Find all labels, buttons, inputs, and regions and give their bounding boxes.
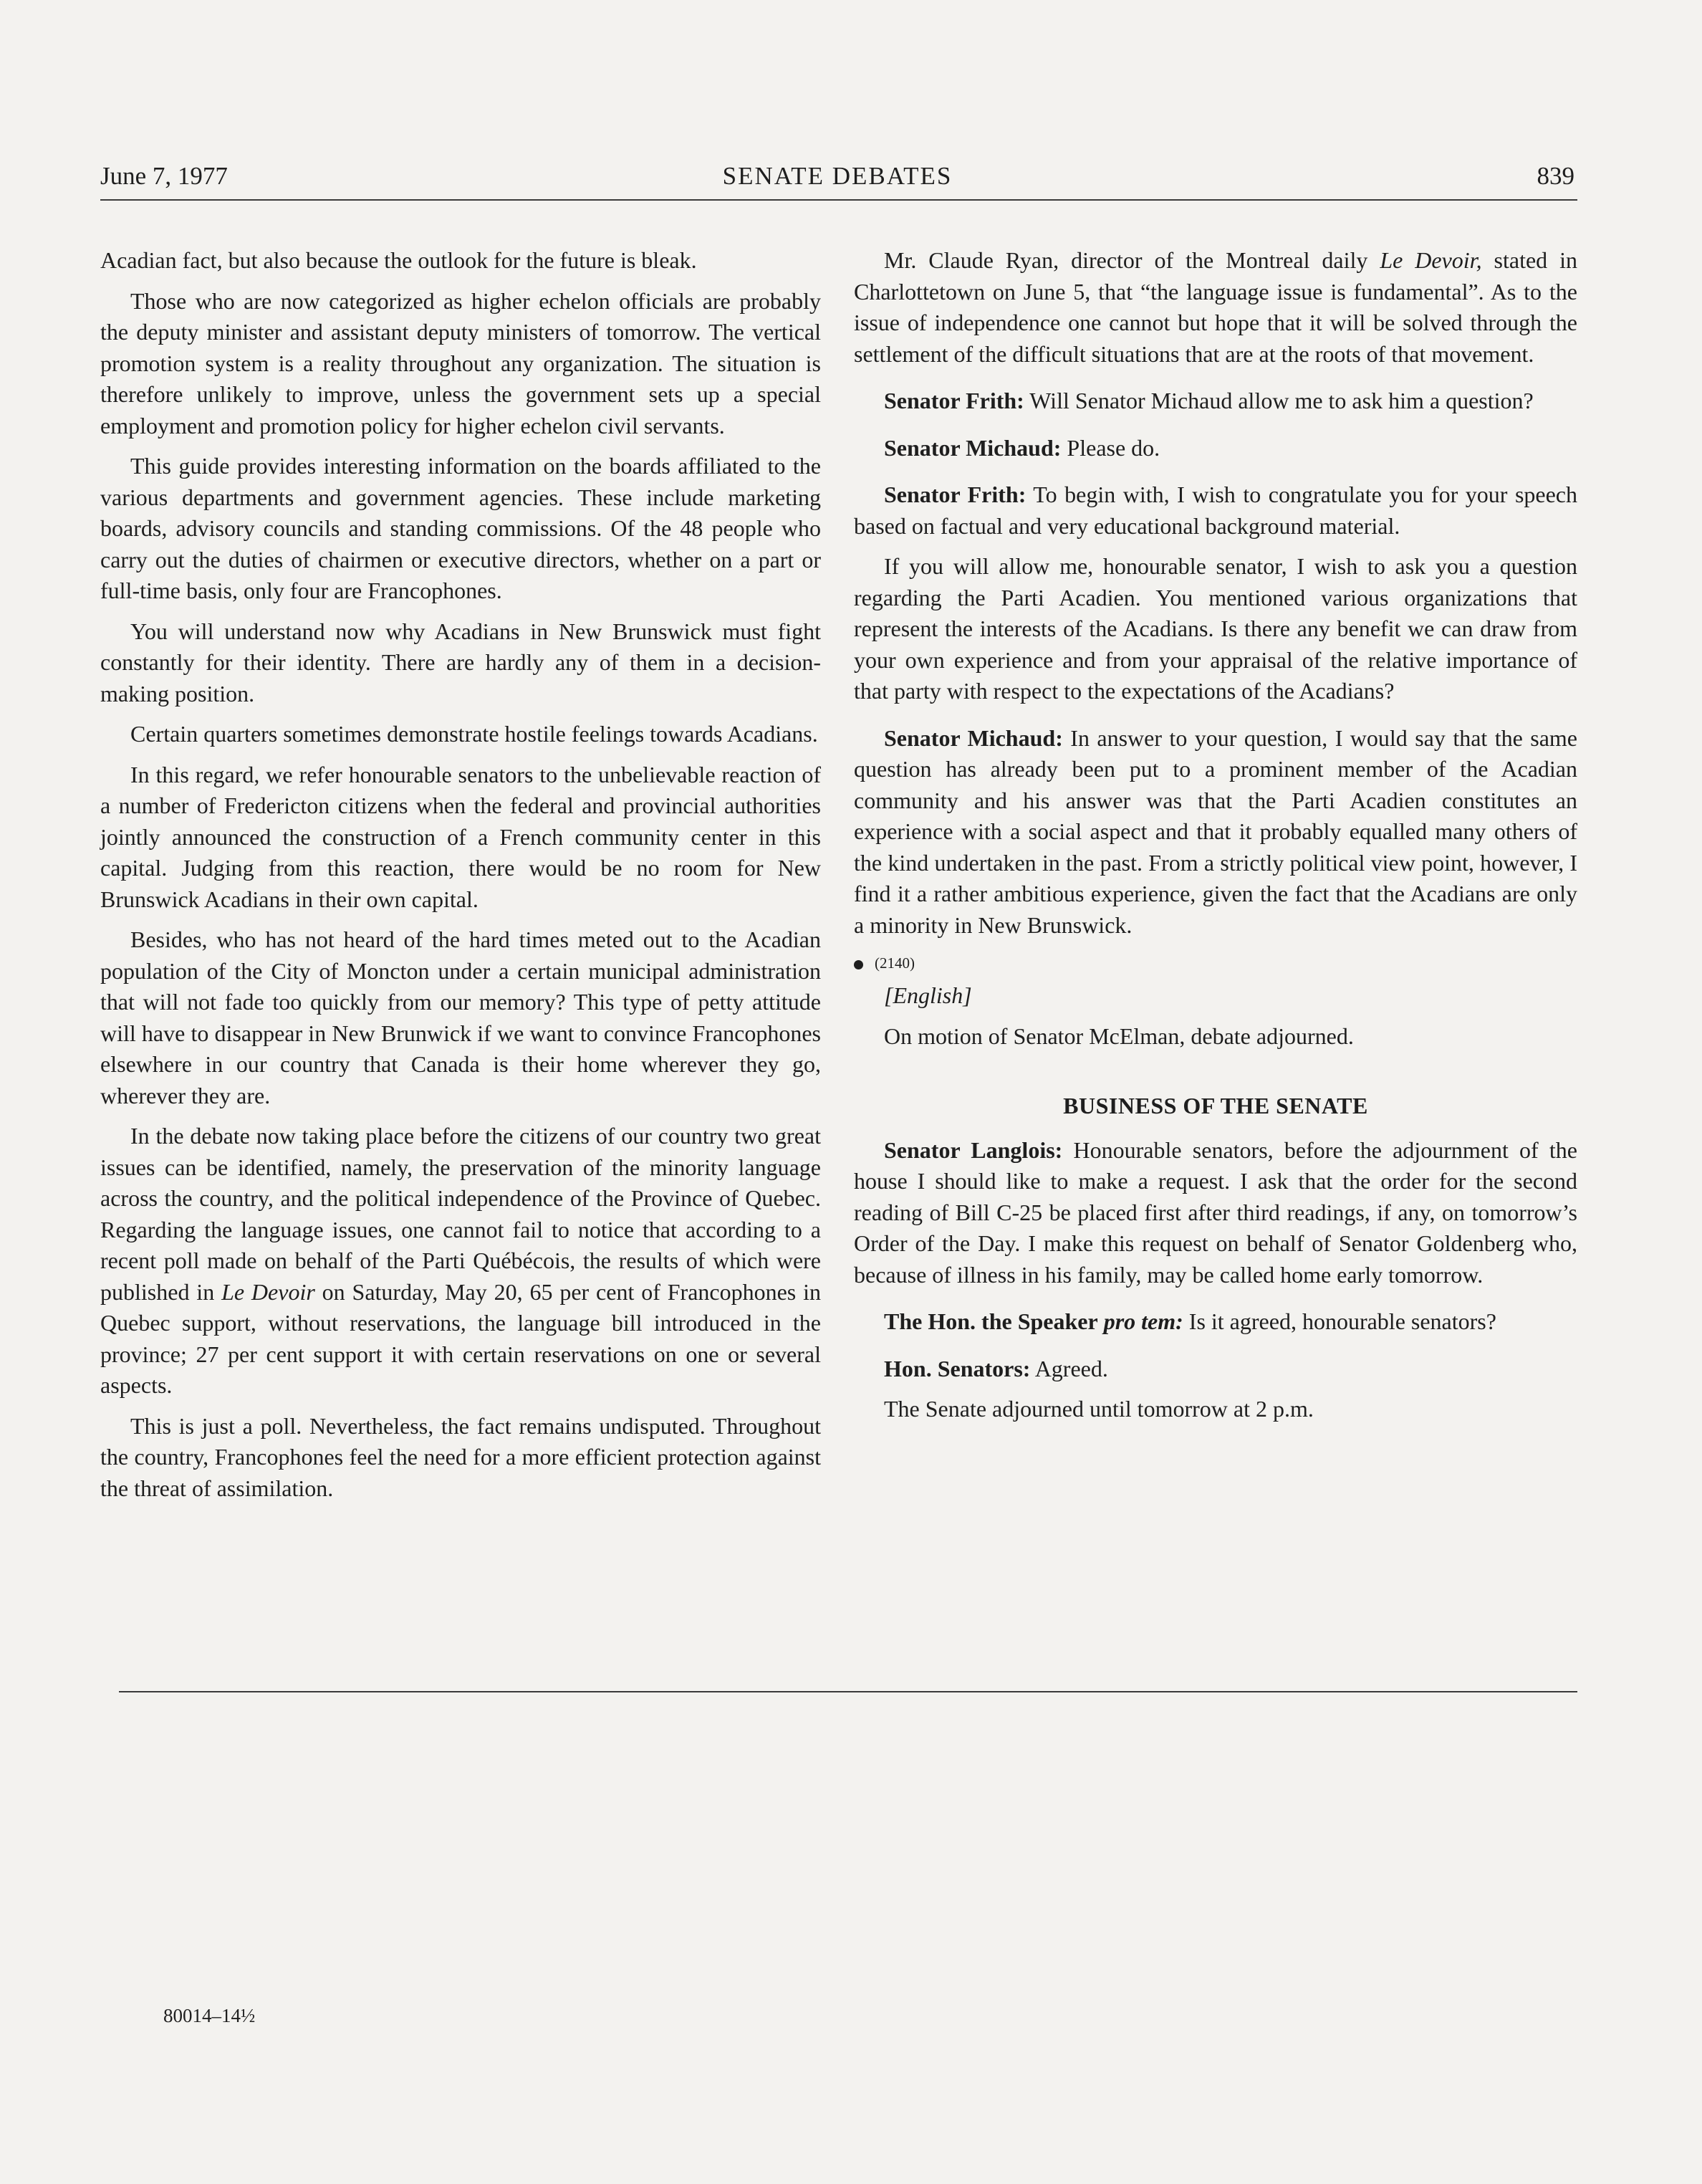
paragraph: This is just a poll. Nevertheless, the fact remains undisputed. Throughout the country, Francophones feel the need for a more efficient protection against the threat of assimilation. [100, 1412, 821, 1501]
speaker-name: Senator Langlois: [884, 1136, 1063, 1163]
right-column [854, 245, 1577, 1435]
paragraph [100, 1121, 821, 1402]
footer-rule [119, 1691, 1577, 1692]
speaker-name: Senator Frith: [884, 482, 1027, 507]
paragraph-text: Mr. Claude Ryan, director of the Montreal daily [884, 247, 1380, 273]
newspaper-name: Le Devoir [221, 1278, 315, 1305]
page-number: 839 [1537, 162, 1574, 190]
speaker-name: Senator Michaud: [884, 724, 1063, 751]
paragraph: The Senate adjourned until tomorrow at 2 p.m. [884, 1396, 1314, 1422]
footer-code: 80014–14½ [163, 2005, 256, 2026]
speaker-name: The Hon. the Speaker [884, 1308, 1098, 1334]
language-tag-text: [English] [884, 982, 972, 1008]
speech-paragraph [854, 385, 1577, 417]
speech-text: To begin with, I wish to congratulate you for your speech based on factual and very educational background material. [854, 482, 1578, 539]
paragraph: If you will allow me, honourable senator, I wish to ask you a question regarding the Parti Acadien. You mentioned various organizations that represent the interests of the Acadians. Is there any benefit we can draw from your own experience and from your appraisal of the relative importance of that party with respect to the expectations of the Acadians? [854, 553, 1577, 704]
paragraph: This guide provides interesting information on the boards affiliated to the various departments and government agencies. These include marketing boards, advisory councils and standing commissions. Of the 48 people who carry out the duties of chairmen or executive directors, whether on a part or full-time basis, only four are Francophones. [100, 453, 821, 603]
paragraph: Certain quarters sometimes demonstrate hostile feelings towards Acadians. [130, 721, 818, 747]
paragraph: Acadian fact, but also because the outlook for the future is bleak. [100, 247, 697, 273]
time-marker [854, 950, 1577, 976]
paragraph [854, 245, 1577, 370]
speech-paragraph [854, 1354, 1577, 1385]
speech-text: Please do. [1061, 434, 1160, 461]
speech-paragraph [854, 479, 1577, 542]
paragraph-text: stated in Charlottetown on June 5, that “the language issue is fundamental”. As to the issue of independence one cannot but hope that it will be solved through the settlement of the difficult situations that are at the roots of that movement. [854, 247, 1578, 367]
left-column [100, 245, 821, 1513]
speech-text: Agreed. [1030, 1355, 1108, 1381]
speech-text: Is it agreed, honourable senators? [1183, 1308, 1496, 1334]
section-heading: BUSINESS OF THE SENATE [1063, 1093, 1368, 1119]
paragraph: On motion of Senator McElman, debate adjourned. [884, 1022, 1354, 1049]
speech-paragraph [854, 1135, 1577, 1291]
paragraph: In this regard, we refer honourable senators to the unbelievable reaction of a number of Fredericton citizens when the federal and provincial authorities jointly announced the construction of a French community center in this capital. Judging from this reaction, there would be no room for New Brunswick Acadians in their own capital. [100, 761, 821, 912]
paragraph: You will understand now why Acadians in New Brunswick must fight constantly for their identity. There are hardly any of them in a decision-making position. [100, 618, 821, 707]
paragraph: Those who are now categorized as higher echelon officials are probably the deputy minister and assistant deputy ministers of tomorrow. The vertical promotion system is a reality throughout any organization. The situation is therefore unlikely to improve, unless the government sets up a special employment and promotion policy for higher echelon civil servants. [100, 287, 821, 439]
speaker-name: Hon. Senators: [884, 1355, 1031, 1381]
header-title: SENATE DEBATES [722, 162, 953, 190]
speaker-name: Senator Michaud: [884, 434, 1062, 461]
paragraph: Besides, who has not heard of the hard times meted out to the Acadian population of the City of Moncton under a certain municipal administration that will not fade too quickly from our memory? This type of petty attitude will have to disappear in New Brunwick if we want to convince Francophones elsewhere in our country that Canada is their home wherever they go, wherever they are. [100, 926, 821, 1108]
paragraph-text: on Saturday, May 20, 65 per cent of Francophones in Quebec support, without reservations, the language bill introduced in the province; 27 per cent support it with certain reservations on one or several aspects. [100, 1278, 822, 1398]
speech-paragraph [854, 723, 1577, 942]
header-rule [100, 199, 1577, 201]
header-date: June 7, 1977 [100, 162, 228, 190]
speech-paragraph [854, 1306, 1577, 1338]
page-header [100, 162, 1574, 196]
speaker-name: Senator Frith: [884, 388, 1024, 413]
language-tag [854, 980, 1577, 1012]
newspaper-name: Le Devoir, [1380, 247, 1482, 273]
paragraph-text: In the debate now taking place before the citizens of our country two great issues can be identified, namely, the preservation of the minority language across the country, and the political independence of the Province of Quebec. Regarding the language issues, one cannot fail to notice that according to a recent poll made on behalf of the Parti Québécois, the results of which were published in [100, 1123, 821, 1305]
speech-text: Will Senator Michaud allow me to ask him a question? [1024, 388, 1534, 413]
speech-text: Honourable senators, before the adjournment of the house I should like to make a request. I ask that the order for the second reading of Bill C-25 be placed first after third readings, if any, on tomorrow’s Order of the Day. I make this request on behalf of Senator Goldenberg who, because of illness in his family, may be called home early tomorrow. [854, 1136, 1578, 1288]
speech-paragraph [854, 433, 1577, 464]
speech-text: In answer to your question, I would say that the same question has already been put to a prominent member of the Acadian community and his answer was that the Parti Acadien constitutes an experience with a social aspect and that it probably equalled many others of the kind undertaken in the past. From a strictly political view point, however, I find it a rather ambitious experience, given the fact that the Acadians are only a minority in New Brunswick. [854, 724, 1578, 938]
speaker-qualifier: pro tem: [1103, 1308, 1183, 1334]
bullet-icon [854, 960, 863, 969]
time-marker-text: (2140) [875, 954, 915, 972]
